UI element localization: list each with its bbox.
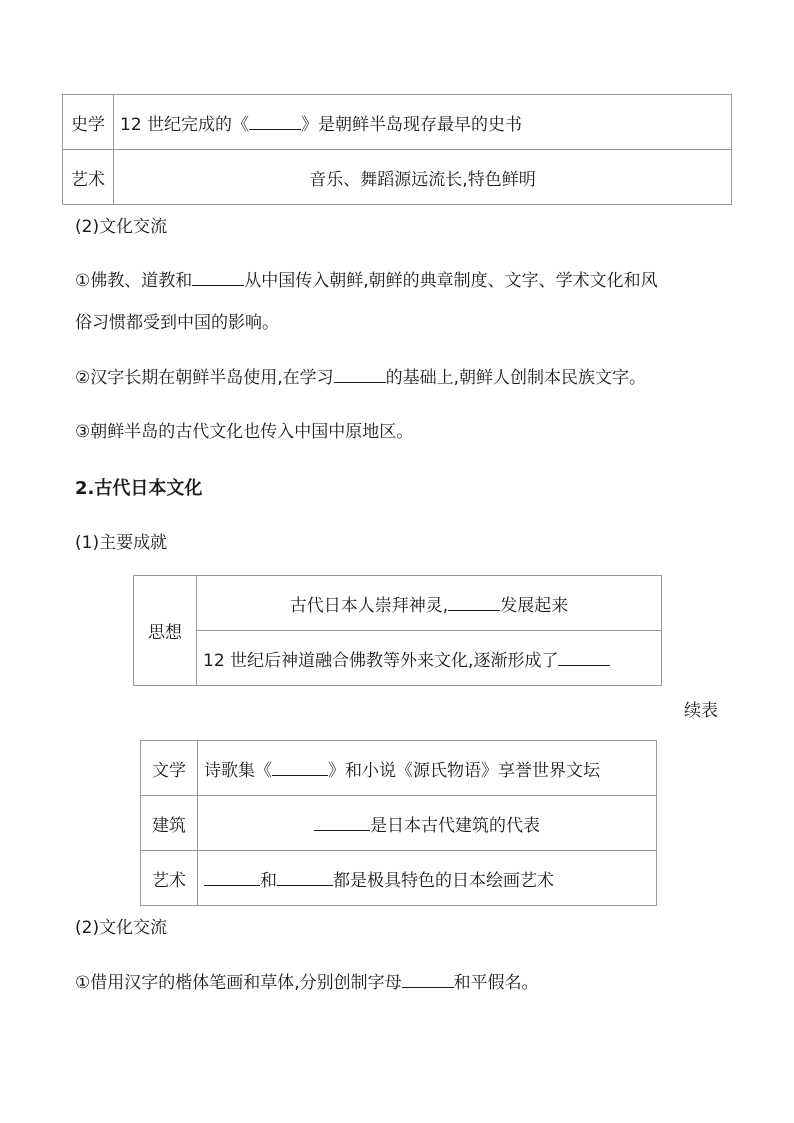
table-row	[141, 796, 657, 851]
item-text: 和平假名。	[453, 973, 539, 993]
thought-cell-2	[197, 631, 662, 686]
cell-text: 都是极具特色的日本绘画艺术	[333, 870, 554, 891]
row-label-art: 艺术	[141, 851, 198, 906]
section-heading: (2)文化交流	[75, 918, 168, 938]
cell-text: 古代日本人崇拜神灵,	[289, 595, 449, 616]
answer-blank[interactable]	[249, 111, 301, 130]
cell-text: 诗歌集《	[204, 760, 272, 781]
continued-label: 续表	[684, 701, 718, 721]
table-row	[134, 576, 662, 631]
answer-blank[interactable]	[204, 867, 260, 886]
row-label-thought: 思想	[134, 576, 197, 686]
japan-thought-table	[133, 575, 662, 686]
cell-text: 是日本古代建筑的代表	[370, 815, 540, 836]
art-cell: 音乐、舞蹈源远流长,特色鲜明	[114, 150, 732, 205]
art-cell	[198, 851, 657, 906]
exchange-item-2	[75, 357, 719, 399]
answer-blank[interactable]	[558, 647, 610, 666]
architecture-cell	[198, 796, 657, 851]
table-row	[134, 631, 662, 686]
subheading: (1)主要成就	[75, 533, 168, 553]
row-label-art: 艺术	[63, 150, 114, 205]
item-text: ②汉字长期在朝鲜半岛使用,在学习	[75, 368, 334, 388]
answer-blank[interactable]	[192, 267, 244, 286]
table-row	[141, 851, 657, 906]
history-cell	[114, 95, 732, 150]
literature-cell	[198, 741, 657, 796]
cell-text: 发展起来	[500, 595, 569, 616]
exchange-item-1-cont: 俗习惯都受到中国的影响。	[75, 313, 279, 333]
table-row	[63, 95, 732, 150]
history-text-pre: 12 世纪完成的《	[120, 114, 250, 135]
exchange-item-1	[75, 962, 719, 1004]
item-text: 从中国传入朝鲜,朝鲜的典章制度、文字、学术文化和风	[244, 271, 658, 291]
item-text: ①佛教、道教和	[75, 271, 193, 291]
answer-blank[interactable]	[272, 757, 328, 776]
item-text: 的基础上,朝鲜人创制本民族文字。	[385, 368, 647, 388]
cell-text: 和	[260, 870, 277, 891]
thought-cell-1	[197, 576, 662, 631]
answer-blank[interactable]	[448, 592, 500, 611]
item-text: ①借用汉字的楷体笔画和草体,分别创制字母	[75, 973, 402, 993]
table-row	[141, 741, 657, 796]
history-text-post: 》是朝鲜半岛现存最早的史书	[301, 114, 523, 135]
answer-blank[interactable]	[334, 364, 386, 383]
row-label-history: 史学	[63, 95, 114, 150]
korea-culture-table	[62, 94, 732, 205]
row-label-literature: 文学	[141, 741, 198, 796]
answer-blank[interactable]	[277, 867, 333, 886]
table-row	[63, 150, 732, 205]
exchange-item-3: ③朝鲜半岛的古代文化也传入中国中原地区。	[75, 422, 414, 442]
japan-culture-table	[140, 740, 657, 906]
answer-blank[interactable]	[314, 812, 370, 831]
cell-text: 》和小说《源氏物语》享誉世界文坛	[328, 760, 600, 781]
exchange-item-1	[75, 260, 719, 302]
row-label-architecture: 建筑	[141, 796, 198, 851]
cell-text: 12 世纪后神道融合佛教等外来文化,逐渐形成了	[203, 650, 559, 671]
section-heading: (2)文化交流	[75, 217, 168, 237]
answer-blank[interactable]	[402, 969, 454, 988]
section-title: 2.古代日本文化	[75, 478, 203, 499]
